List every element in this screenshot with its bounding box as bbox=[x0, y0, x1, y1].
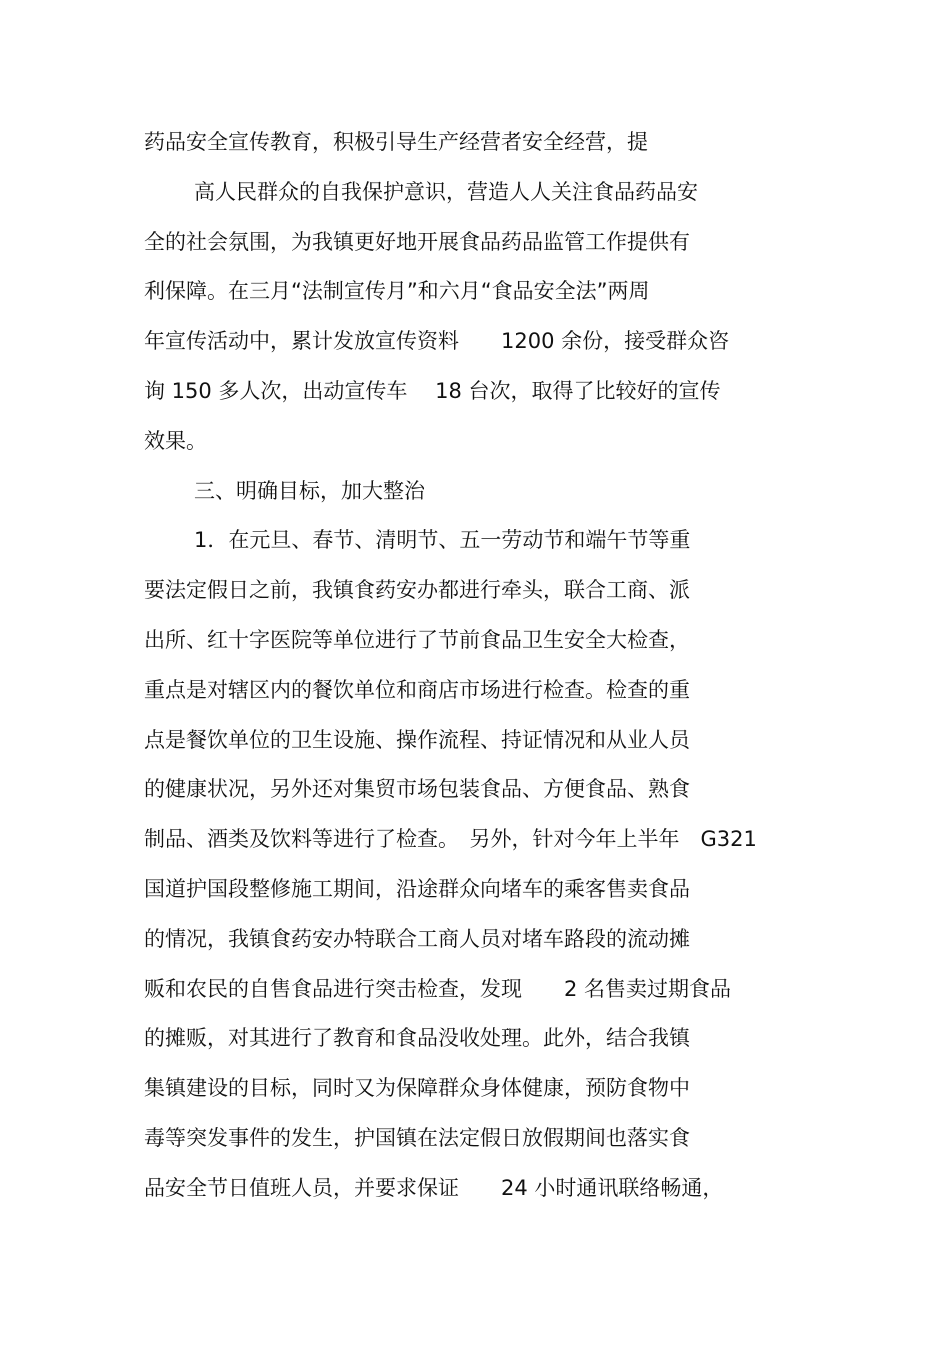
paragraph-line: 年宣传活动中，累计发放宣传资料 1200 余份，接受群众咨 bbox=[144, 329, 730, 353]
paragraph-line: 品安全节日值班人员，并要求保证 24 小时通讯联络畅通， bbox=[144, 1176, 724, 1200]
paragraph-line: 药品安全宣传教育，积极引导生产经营者安全经营，提 bbox=[144, 130, 648, 154]
paragraph-line: 重点是对辖区内的餐饮单位和商店市场进行检查。检查的重 bbox=[144, 678, 690, 702]
paragraph-line: 全的社会氛围，为我镇更好地开展食品药品监管工作提供有 bbox=[144, 230, 690, 254]
paragraph-line: 集镇建设的目标，同时又为保障群众身体健康，预防食物中 bbox=[144, 1076, 690, 1100]
paragraph-line: 制品、酒类及饮料等进行了检查。 另外，针对今年上半年 G321 bbox=[144, 827, 757, 851]
paragraph-line: 询 150 多人次，出动宣传车 18 台次，取得了比较好的宣传 bbox=[144, 379, 721, 403]
paragraph-line: 的健康状况，另外还对集贸市场包装食品、方便食品、熟食 bbox=[144, 777, 690, 801]
paragraph-line: 贩和农民的自售食品进行突击检查，发现 2 名售卖过期食品 bbox=[144, 977, 732, 1001]
paragraph-line: 高人民群众的自我保护意识，营造人人关注食品药品安 bbox=[194, 180, 698, 204]
paragraph-line: 的摊贩，对其进行了教育和食品没收处理。此外，结合我镇 bbox=[144, 1026, 690, 1050]
paragraph-line: 利保障。在三月“法制宣传月”和六月“食品安全法”两周 bbox=[144, 279, 650, 303]
section-heading: 三、明确目标，加大整治 bbox=[194, 479, 425, 503]
paragraph-line: 1．在元旦、春节、清明节、五一劳动节和端午节等重 bbox=[194, 528, 691, 552]
paragraph-line: 出所、红十字医院等单位进行了节前食品卫生安全大检查， bbox=[144, 628, 690, 652]
paragraph-line: 国道护国段整修施工期间，沿途群众向堵车的乘客售卖食品 bbox=[144, 877, 690, 901]
paragraph-line: 的情况，我镇食药安办特联合工商人员对堵车路段的流动摊 bbox=[144, 927, 690, 951]
paragraph-line: 点是餐饮单位的卫生设施、操作流程、持证情况和从业人员 bbox=[144, 728, 690, 752]
paragraph-line: 效果。 bbox=[144, 429, 207, 453]
paragraph-line: 毒等突发事件的发生，护国镇在法定假日放假期间也落实食 bbox=[144, 1126, 690, 1150]
paragraph-line: 要法定假日之前，我镇食药安办都进行牵头，联合工商、派 bbox=[144, 578, 690, 602]
